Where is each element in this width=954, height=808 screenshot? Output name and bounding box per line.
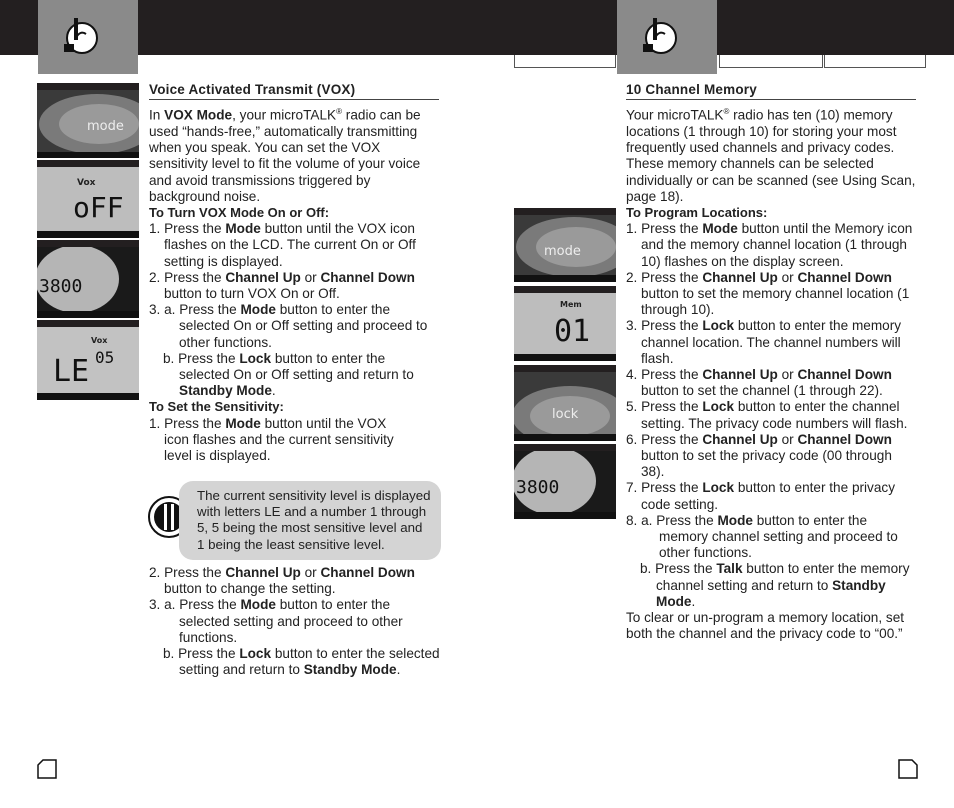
intro-paragraph: In VOX Mode, your microTALK® radio can be used “hands-free,” automatically transmitting when you speak. You can set the VOX sensitivity level to fit the volume of your voice and avoid transmissions triggered by background noise.: [149, 107, 421, 204]
outro-paragraph: To clear or un-program a memory location, set both the channel and the privacy code to “00.”: [626, 610, 905, 642]
vox-off-lcd: [37, 160, 139, 238]
svg-text:05: 05: [95, 348, 115, 367]
page-number-box: [37, 759, 57, 779]
intro-paragraph: Your microTALK® radio has ten (10) memory locations (1 through 10) for storing your most frequently used channels and privacy codes. These memory channels can be selected individually or can be scanned (see Using Scan, page 18).: [626, 107, 916, 204]
mode-button-photo: [514, 208, 616, 282]
standby-lcd: [514, 444, 616, 519]
step: 7. Press the Lock button to enter the privacy code setting.: [626, 480, 896, 512]
header-box: [824, 55, 926, 68]
svg-text:oFF: oFF: [73, 191, 124, 224]
header-box: [514, 55, 616, 68]
subheading: To Set the Sensitivity:: [149, 399, 284, 415]
svg-text:Mem: Mem: [560, 300, 582, 309]
subheading: To Program Locations:: [626, 204, 768, 220]
svg-text:01: 01: [554, 314, 591, 349]
svg-text:Vox: Vox: [77, 178, 96, 188]
step: 4. Press the Channel Up or Channel Down button to set the channel (1 through 22).: [626, 366, 892, 399]
section-tab-left: [38, 0, 138, 74]
svg-text:3800: 3800: [39, 276, 83, 297]
mode-button-photo: [37, 83, 139, 158]
left-column-lower: [149, 565, 444, 678]
walkie-talkie-icon: [60, 14, 100, 56]
step: 2. Press the Channel Up or Channel Down button to set the memory channel location (1 through 10).: [626, 269, 910, 318]
section-heading: 10 Channel Memory: [626, 82, 916, 100]
step: 1. Press the Mode button until the VOX icon flashes and the current sensitivity level is displayed.: [149, 415, 394, 463]
step: b. Press the Talk button to enter the memory channel setting and return to Standby Mode.: [640, 561, 910, 609]
section-tab-right: [617, 0, 717, 74]
standby-lcd: [37, 240, 139, 318]
memory-lcd: [514, 286, 616, 361]
step: 1. Press the Mode button until the VOX icon flashes on the LCD. The current On or Off setting is displayed.: [149, 221, 416, 269]
step: b. Press the Lock button to enter the selected setting and return to Standby Mode.: [163, 646, 440, 678]
step: 3. Press the Lock button to enter the memory channel location. The channel numbers will flash.: [626, 318, 902, 366]
step: 1. Press the Mode button until the Memory icon and the memory channel location (1 through 10) flashes on the display screen.: [626, 221, 913, 269]
lock-button-photo: [514, 365, 616, 441]
step: 6. Press the Channel Up or Channel Down button to set the privacy code (00 through 38).: [626, 431, 892, 480]
svg-text:mode: mode: [544, 244, 581, 259]
mode-label: mode: [87, 119, 124, 134]
sensitivity-note: The current sensitivity level is displayed with letters LE and a number 1 through 5, 5 being the most sensitive level and 1 being the least sensitive level.: [179, 481, 441, 560]
step: 8. a. Press the Mode button to enter the memory channel setting and proceed to other functions.: [626, 512, 898, 561]
left-column: [149, 82, 439, 464]
svg-text:LE: LE: [53, 354, 90, 389]
step: 2. Press the Channel Up or Channel Down button to change the setting.: [149, 565, 415, 597]
step: 2. Press the Channel Up or Channel Down button to turn VOX On or Off.: [149, 269, 415, 301]
svg-text:3800: 3800: [516, 477, 560, 498]
svg-text:Vox: Vox: [91, 336, 108, 345]
subheading: To Turn VOX Mode On or Off:: [149, 204, 330, 220]
step: 3. a. Press the Mode button to enter the selected setting and proceed to other functions.: [149, 597, 403, 645]
right-column: [626, 82, 916, 642]
sensitivity-lcd: [37, 320, 139, 400]
svg-text:lock: lock: [552, 407, 579, 422]
header-box: [719, 55, 823, 68]
step: 3. a. Press the Mode button to enter the selected On or Off setting and proceed to other functions.: [149, 302, 428, 350]
step: 5. Press the Lock button to enter the channel setting. The privacy code numbers will flash.: [626, 399, 908, 431]
section-heading: Voice Activated Transmit (VOX): [149, 82, 439, 100]
walkie-talkie-icon: [639, 14, 679, 56]
page-number-box: [898, 759, 918, 779]
step: b. Press the Lock button to enter the selected On or Off setting and return to Standby Mode.: [163, 350, 414, 399]
